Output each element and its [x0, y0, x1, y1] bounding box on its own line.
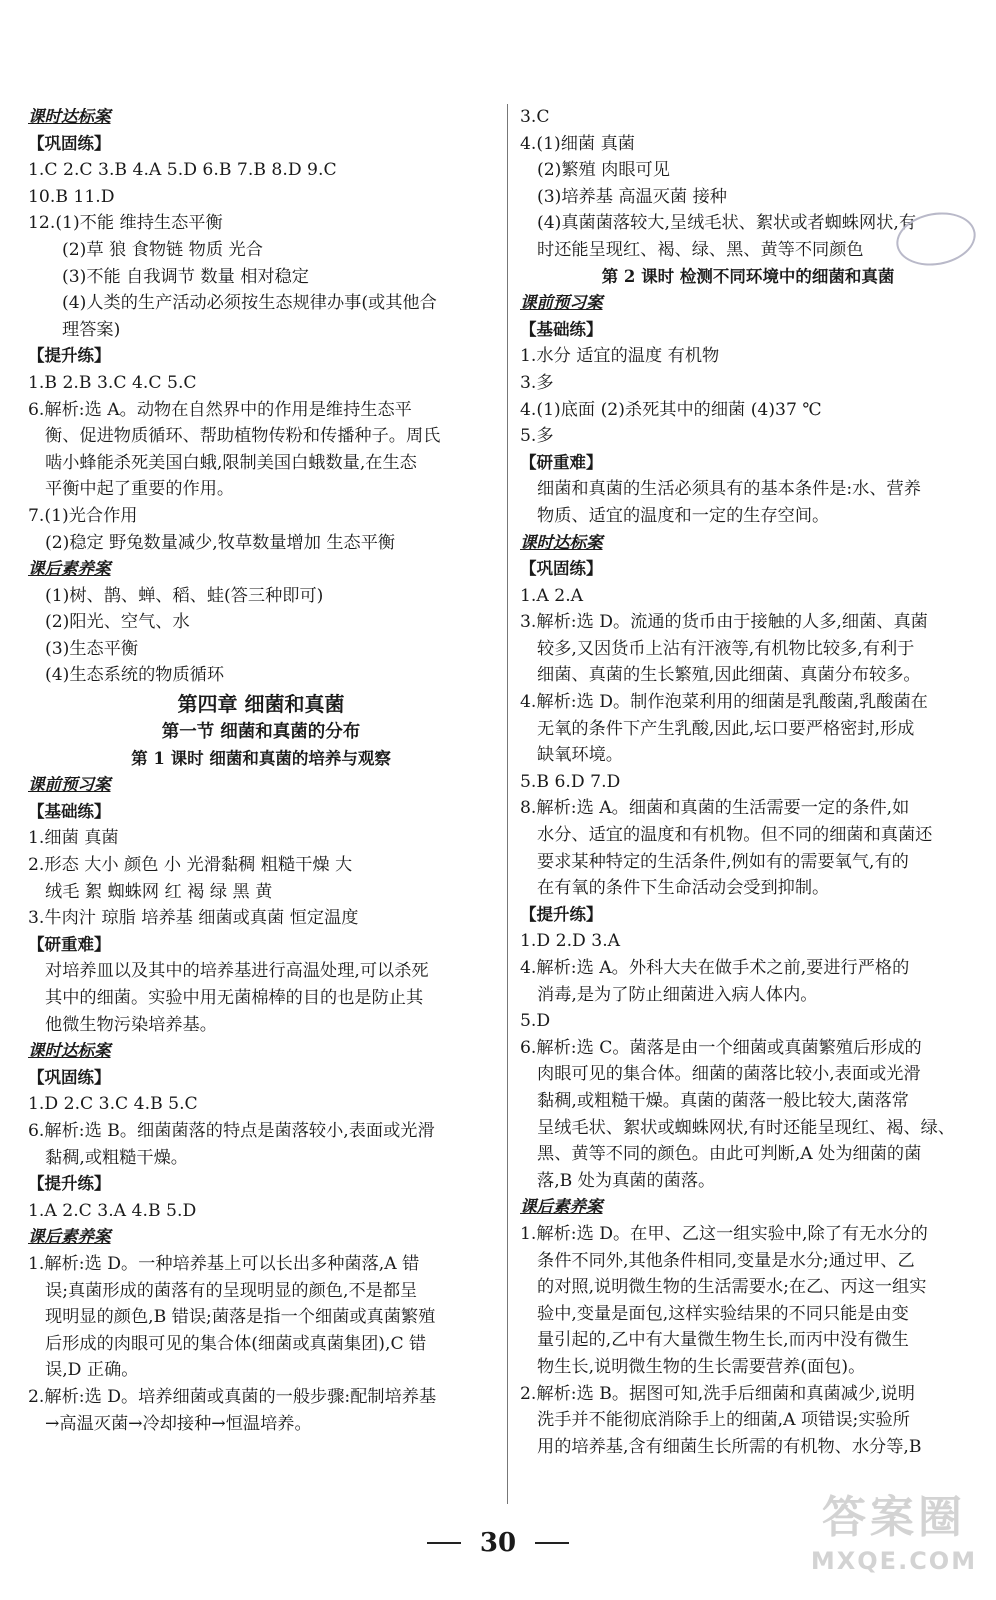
text-line: 3.C — [520, 107, 550, 127]
subsection-label: 【提升练】 — [520, 904, 603, 924]
text-line: (2)繁殖 肉眼可见 — [537, 160, 670, 181]
text-line: 他微生物污染培养基。 — [45, 1014, 217, 1035]
text-line: 误,D 正确。 — [45, 1360, 139, 1381]
text-line: 5.D — [520, 1011, 551, 1032]
watermark-url: MXQE.COM — [810, 1547, 978, 1575]
text-line: 4.解析:选 D。制作泡菜利用的细菌是乳酸菌,乳酸菌在 — [520, 692, 928, 713]
text-line: 黑、黄等不同的颜色。由此可判断,A 处为细菌的菌 — [537, 1144, 922, 1165]
text-line: 1.A 2.C 3.A 4.B 5.D — [28, 1200, 197, 1221]
text-line: 无氧的条件下产生乳酸,因此,坛口要严格密封,形成 — [537, 718, 915, 739]
text-line: 12.(1)不能 维持生态平衡 — [28, 213, 223, 234]
subsection-label: 【巩固练】 — [520, 559, 603, 579]
text-line: (2)阳光、空气、水 — [45, 612, 190, 633]
watermark-logo: 答案圈 — [822, 1492, 966, 1543]
text-line: 细菌和真菌的生活必须具有的基本条件是:水、营养 — [537, 479, 921, 500]
subsection-label: 【巩固练】 — [28, 133, 111, 153]
text-line: 呈绒毛状、絮状或蜘蛛网状,有时还能呈现红、褐、绿、 — [537, 1117, 955, 1138]
text-line: 1.D 2.C 3.C 4.B 5.C — [28, 1094, 198, 1115]
subsection-label: 【提升练】 — [28, 1174, 111, 1194]
text-line: 6.解析:选 B。细菌菌落的特点是菌落较小,表面或光滑 — [28, 1120, 435, 1141]
text-line: 3.多 — [520, 372, 554, 393]
subsection-label: 【研重难】 — [520, 452, 603, 472]
text-line: 6.解析:选 A。动物在自然界中的作用是维持生态平 — [28, 399, 412, 420]
text-line: (3)不能 自我调节 数量 相对稳定 — [62, 266, 309, 287]
subsection-label: 【研重难】 — [28, 934, 111, 954]
text-line: 黏稠,或粗糙干燥。真菌的菌落一般比较大,菌落常 — [537, 1090, 909, 1111]
text-line: 理答案) — [62, 319, 121, 340]
text-line: (4)真菌菌落较大,呈绒毛状、絮状或者蜘蛛网状,有 — [537, 213, 917, 234]
text-line: 黏稠,或粗糙干燥。 — [45, 1147, 188, 1168]
subsection-label: 【巩固练】 — [28, 1067, 111, 1087]
text-line: 1.解析:选 D。在甲、乙这一组实验中,除了有无水分的 — [520, 1223, 928, 1244]
text-line: 1.水分 适宜的温度 有机物 — [520, 346, 720, 367]
text-line: 3.解析:选 D。流通的货币由于接触的人多,细菌、真菌 — [520, 612, 928, 633]
text-line: 时还能呈现红、褐、绿、黑、黄等不同颜色 — [537, 239, 864, 260]
text-line: (4)人类的生产活动必须按生态规律办事(或其他合 — [62, 293, 437, 314]
text-line: 7.(1)光合作用 — [28, 505, 138, 526]
text-line: (3)生态平衡 — [45, 638, 139, 659]
text-line: 1.A 2.A — [520, 585, 584, 606]
section-heading: 课后素养案 — [28, 559, 111, 579]
text-line: 3.牛肉汁 琼脂 培养基 细菌或真菌 恒定温度 — [28, 908, 359, 929]
text-line: 平衡中起了重要的作用。 — [45, 479, 235, 500]
text-line: 肉眼可见的集合体。细菌的菌落比较小,表面或光滑 — [537, 1064, 921, 1085]
text-line: 5.B 6.D 7.D — [520, 771, 621, 792]
text-line: 洗手并不能彻底消除手上的细菌,A 项错误;实验所 — [537, 1410, 910, 1431]
text-line: 量引起的,乙中有大量微生物生长,而丙中没有微生 — [537, 1330, 909, 1351]
text-line: 落,B 处为真菌的菌落。 — [537, 1170, 716, 1191]
footer-dash-left — [427, 1542, 461, 1544]
text-line: 其中的细菌。实验中用无菌棉棒的目的也是防止其 — [45, 988, 424, 1008]
text-line: 6.解析:选 C。菌落是由一个细菌或真菌繁殖后形成的 — [520, 1037, 922, 1058]
page-number: 30 — [479, 1528, 517, 1558]
text-line: 啮小蜂能杀死美国白蛾,限制美国白蛾数量,在生态 — [45, 452, 417, 473]
text-line: 缺氧环境。 — [537, 745, 623, 766]
section-heading: 课后素养案 — [520, 1197, 603, 1217]
text-line: 对培养皿以及其中的培养基进行高温处理,可以杀死 — [45, 961, 429, 982]
footer-dash-right — [535, 1542, 569, 1544]
text-line: 验中,变量是面包,这样实验结果的不同只能是由变 — [537, 1303, 909, 1324]
text-line: (1)树、鹊、蝉、稻、蛙(答三种即可) — [45, 585, 324, 606]
watermark — [804, 1490, 984, 1594]
chapter-title: 第四章 细菌和真菌 — [177, 692, 345, 717]
text-line: 物生长,说明微生物的生长需要营养(面包)。 — [537, 1356, 866, 1377]
text-line: 1.细菌 真菌 — [28, 828, 119, 849]
lesson-title: 第 1 课时 细菌和真菌的培养与观察 — [131, 748, 391, 768]
text-line: 的对照,说明微生物的生活需要水;在乙、丙这一组实 — [537, 1277, 927, 1298]
section-title: 第一节 细菌和真菌的分布 — [161, 722, 361, 743]
text-line: 4.解析:选 A。外科大夫在做手术之前,要进行严格的 — [520, 958, 910, 978]
text-line: 消毒,是为了防止细菌进入病人体内。 — [537, 984, 818, 1005]
section-heading: 课时达标案 — [28, 107, 111, 126]
section-heading: 课前预习案 — [28, 775, 111, 795]
text-line: 4.(1)底面 (2)杀死其中的细菌 (4)37 ℃ — [520, 399, 822, 420]
text-line: 2.形态 大小 颜色 小 光滑黏稠 粗糙干燥 大 — [28, 855, 353, 876]
text-line: 条件不同外,其他条件相同,变量是水分;通过甲、乙 — [537, 1250, 915, 1271]
text-line: 要求某种特定的生活条件,例如有的需要氧气,有的 — [537, 851, 909, 872]
left-column — [28, 104, 494, 1437]
lesson-title: 第 2 课时 检测不同环境中的细菌和真菌 — [601, 266, 895, 286]
text-line: (3)培养基 高温灭菌 接种 — [537, 186, 727, 207]
text-line: 1.解析:选 D。一种培养基上可以长出多种菌落,A 错 — [28, 1253, 420, 1274]
text-line: 较多,又因货币上沾有汗液等,有机物比较多,有利于 — [537, 638, 915, 659]
text-line: 在有氧的条件下生命活动会受到抑制。 — [537, 878, 830, 899]
subsection-label: 【基础练】 — [520, 319, 603, 339]
text-line: 4.(1)细菌 真菌 — [520, 133, 635, 154]
text-line: 5.多 — [520, 426, 554, 447]
text-line: 1.C 2.C 3.B 4.A 5.D 6.B 7.B 8.D 9.C — [28, 160, 337, 181]
text-line: (4)生态系统的物质循环 — [45, 665, 225, 686]
text-line: 后形成的肉眼可见的集合体(细菌或真菌集团),C 错 — [45, 1333, 427, 1354]
text-line: →高温灭菌→冷却接种→恒温培养。 — [45, 1413, 312, 1434]
section-heading: 课时达标案 — [520, 532, 603, 552]
text-line: 物质、适宜的温度和一定的生存空间。 — [537, 505, 830, 526]
section-heading: 课时达标案 — [28, 1041, 111, 1061]
text-line: 水分、适宜的温度和有机物。但不同的细菌和真菌还 — [537, 825, 933, 846]
text-line: 细菌、真菌的生长繁殖,因此细菌、真菌分布较多。 — [537, 665, 921, 686]
text-line: 现明显的颜色,B 错误;菌落是指一个细菌或真菌繁殖 — [45, 1307, 436, 1328]
text-line: 用的培养基,含有细菌生长所需的有机物、水分等,B — [537, 1436, 922, 1457]
text-line: 8.解析:选 A。细菌和真菌的生活需要一定的条件,如 — [520, 798, 910, 819]
text-line: 衡、促进物质循环、帮助植物传粉和传播种子。周氏 — [45, 426, 441, 447]
column-divider — [507, 104, 508, 1504]
text-line: 误;真菌形成的菌落有的呈现明显的颜色,不是都呈 — [45, 1280, 418, 1301]
text-line: 2.解析:选 B。据图可知,洗手后细菌和真菌减少,说明 — [520, 1383, 915, 1404]
section-heading: 课后素养案 — [28, 1227, 111, 1247]
text-line: 1.B 2.B 3.C 4.C 5.C — [28, 372, 197, 393]
right-column — [520, 104, 976, 1460]
text-line: (2)稳定 野兔数量减少,牧草数量增加 生态平衡 — [45, 532, 396, 553]
text-line: 2.解析:选 D。培养细菌或真菌的一般步骤:配制培养基 — [28, 1386, 437, 1407]
text-line: 绒毛 絮 蜘蛛网 红 褐 绿 黑 黄 — [45, 881, 273, 902]
subsection-label: 【基础练】 — [28, 801, 111, 821]
section-heading: 课前预习案 — [520, 293, 603, 313]
text-line: (2)草 狼 食物链 物质 光合 — [62, 239, 263, 260]
text-line: 10.B 11.D — [28, 186, 115, 207]
subsection-label: 【提升练】 — [28, 346, 111, 366]
text-line: 1.D 2.D 3.A — [520, 931, 621, 952]
